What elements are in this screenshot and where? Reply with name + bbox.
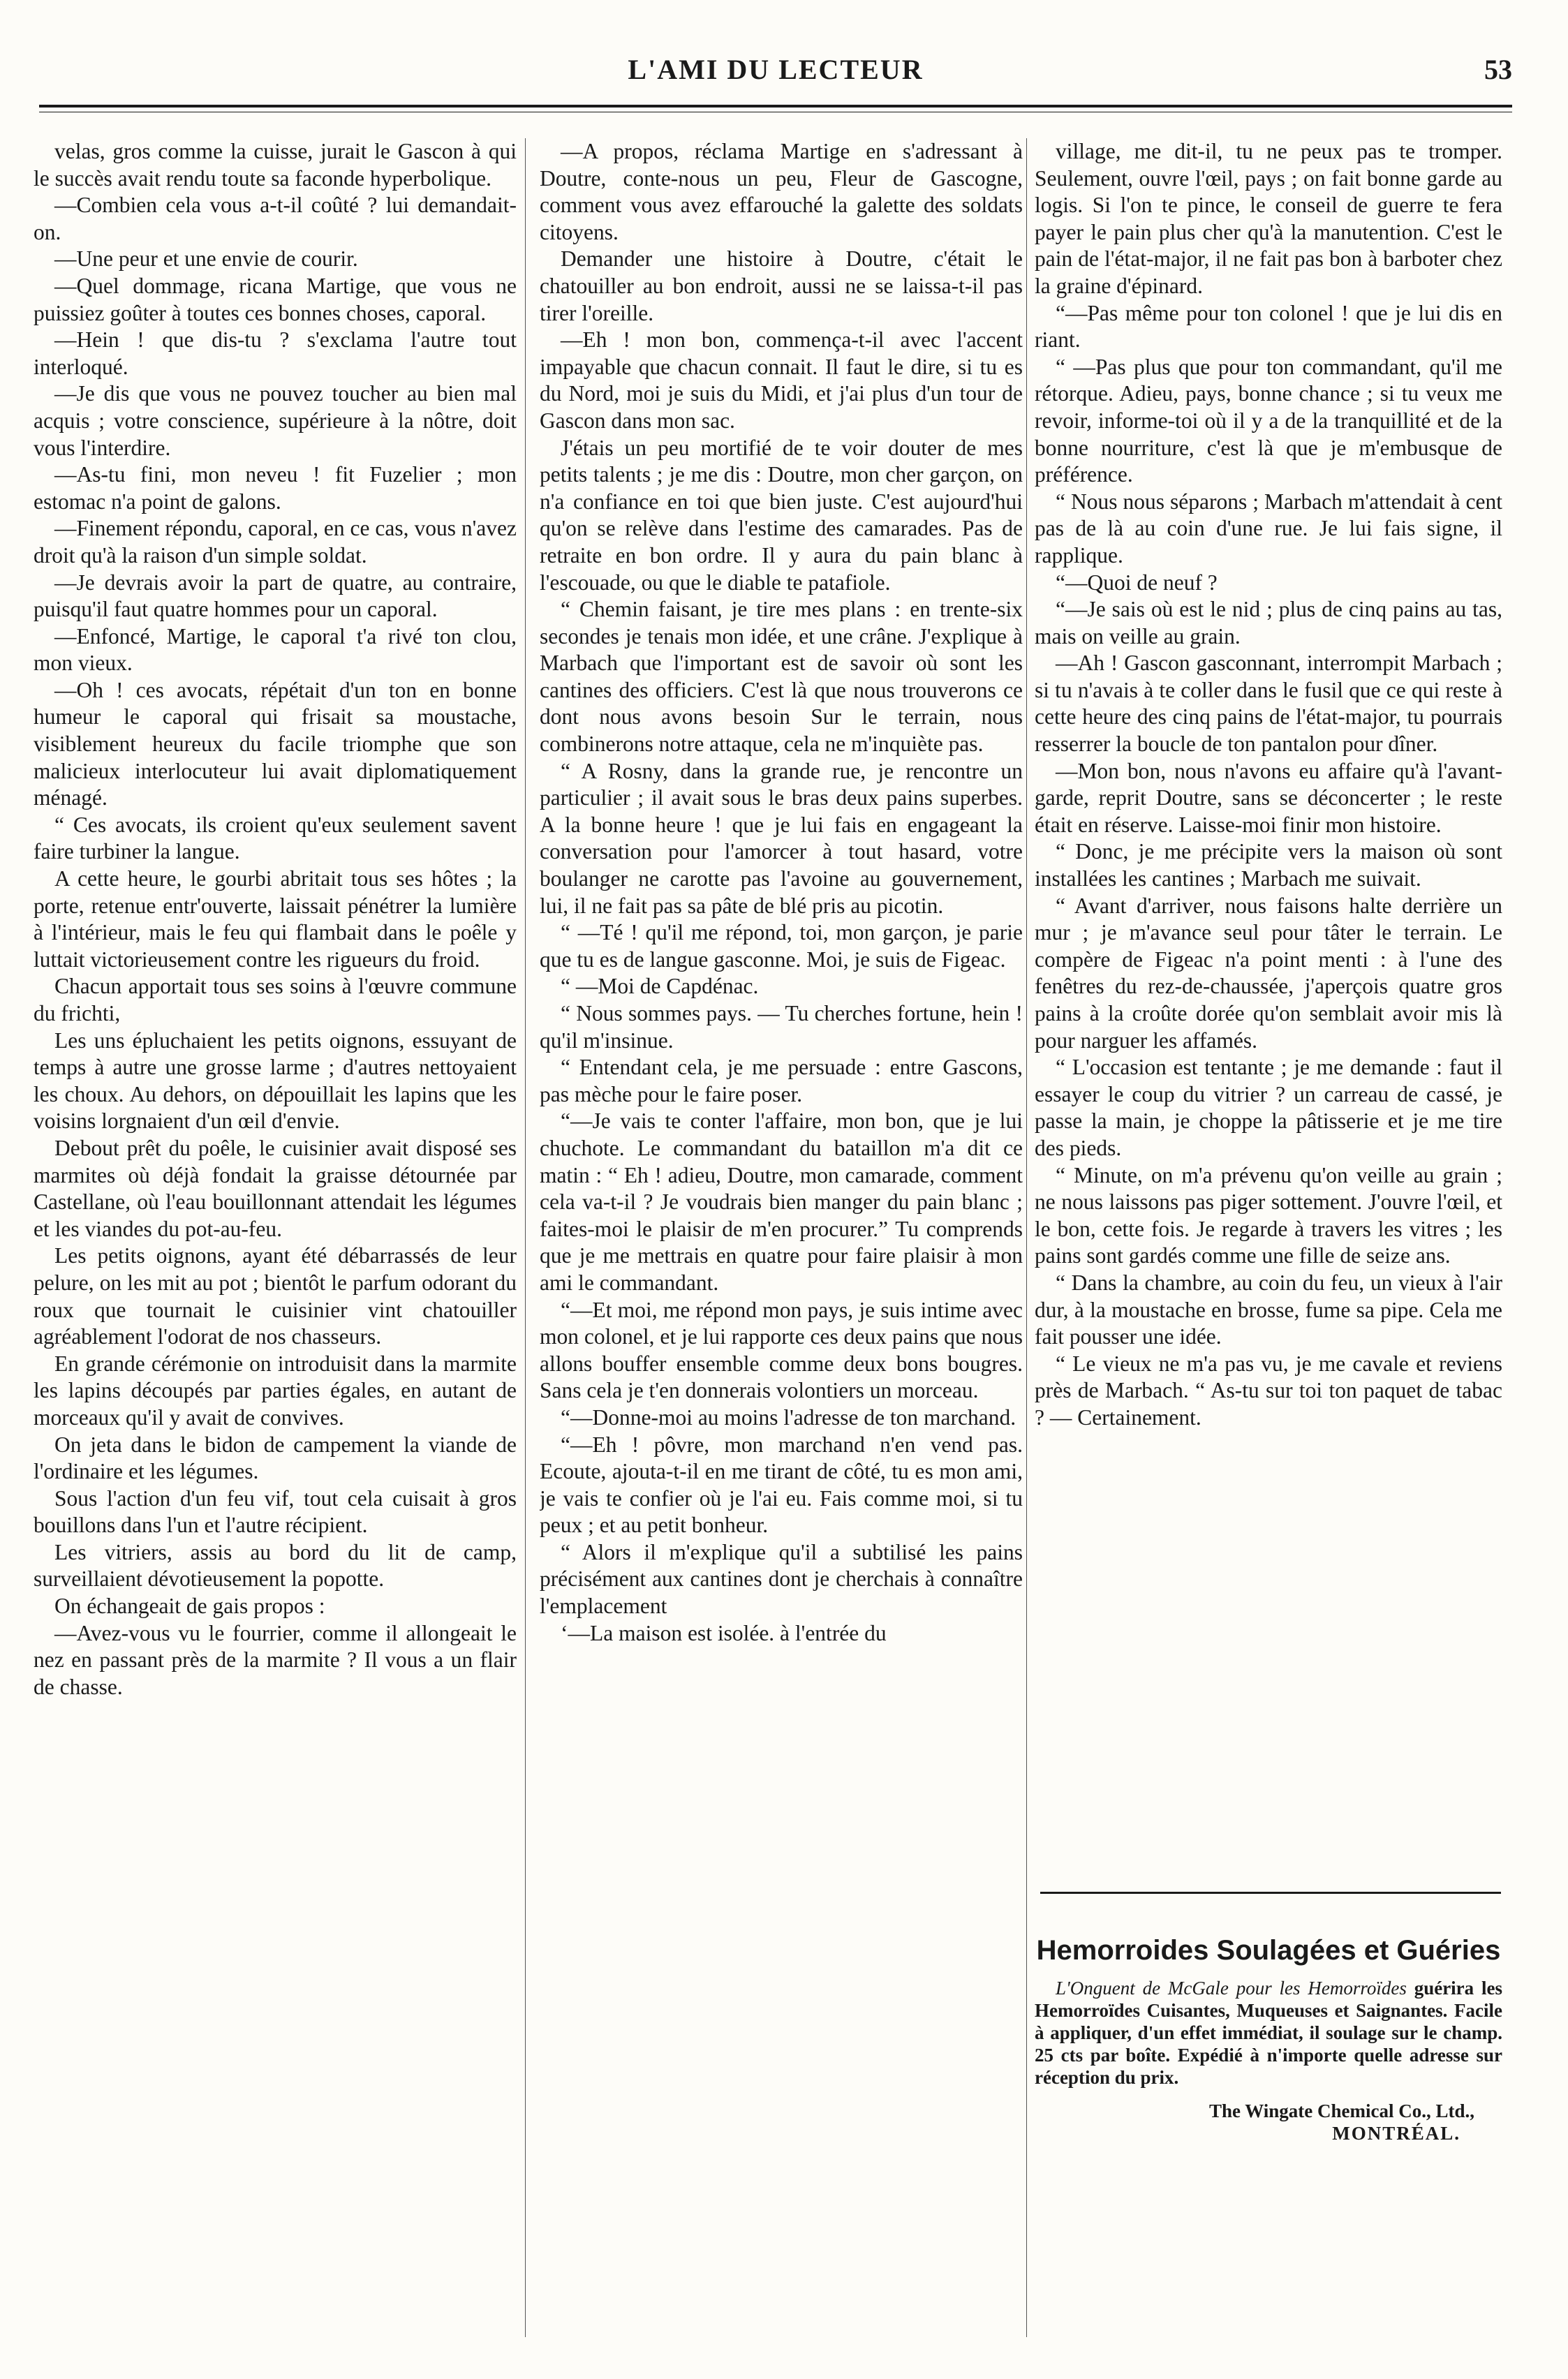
paragraph: On échangeait de gais propos :: [54, 1594, 325, 1619]
advertisement-city: MONTRÉAL.: [1332, 2123, 1460, 2144]
paragraph: “—Quoi de neuf ?: [1056, 570, 1218, 595]
paragraph: Demander une histoire à Doutre, c'était le chatouiller au bon endroit, aussi ne se laissa-t-il pas tirer l'oreille.: [540, 246, 1023, 325]
paragraph: “ L'occasion est tentante ; je me demande : faut il essayer le coup du vitrier ? un carreau de cassé, je passe la main, je choppe la pâtisserie et je me tire des pieds.: [1035, 1055, 1502, 1160]
paragraph: “—Eh ! pôvre, mon marchand n'en vend pas. Ecoute, ajouta-t-il en me tirant de côté, tu es mon ami, je vais te confier où je l'ai eu. Fais comme moi, si tu peux ; et au petit bonheur.: [540, 1432, 1023, 1538]
page-header: [39, 53, 1512, 95]
paragraph: “ Chemin faisant, je tire mes plans : en trente-six secondes je tenais mon idée, et une crâne. J'explique à Marbach que l'important est de savoir où sont les cantines des officiers. C'est là que nous trouverons ce dont nous avons besoin Sur le terrain, nous combinerons notre attaque, cela ne m'inquiète pas.: [540, 597, 1023, 757]
paragraph: —Oh ! ces avocats, répétait d'un ton en bonne humeur le caporal qui frisait sa moustache, visiblement heureux du facile triomphe que son malicieux interlocuteur lui avait diplomatiquement ménagé.: [34, 677, 517, 810]
paragraph: —Ah ! Gascon gasconnant, interrompit Marbach ; si tu n'avais à te coller dans le fusil que ce qui reste à cette heure des cinq pains de l'état-major, tu pourrais resserrer la boucle de ton pantalon pour dîner.: [1035, 651, 1502, 757]
paragraph: “ —Té ! qu'il me répond, toi, mon garçon, je parie que tu es de langue gasconne. Moi, je suis de Figeac.: [540, 920, 1023, 972]
paragraph: —Eh ! mon bon, commença-t-il avec l'accent impayable que chacun connait. Il faut le dire, si tu es du Nord, moi je suis du Midi, et j'ai plus d'un tour de Gascon dans mon sac.: [540, 327, 1023, 433]
paragraph: —Je dis que vous ne pouvez toucher au bien mal acquis ; votre conscience, supérieure à la nôtre, doit vous l'interdire.: [34, 381, 517, 460]
paragraph: ‘—La maison est isolée. à l'entrée du: [561, 1620, 887, 1645]
paragraph: “ Alors il m'explique qu'il a subtilisé les pains précisément aux cantines dont je cherchais à connaître l'emplacement: [540, 1539, 1023, 1619]
advertisement-text: guérira les Hemorroïdes Cuisantes, Muqueuses et Saignantes. Facile à appliquer, d'un effet immédiat, il soulage sur le champ. 25 cts par boîte. Expédié à n'importe quelle adresse sur réception du prix.: [1035, 1978, 1502, 2088]
paragraph: “—Et moi, me répond mon pays, je suis intime avec mon colonel, et je lui rapporte ces deux pains que nous allons bouffer ensemble comme deux bons bougres. Sans cela je t'en donnerais volontiers un morceau.: [540, 1297, 1023, 1403]
header-rule-thick: [39, 105, 1512, 108]
paragraph: —Enfoncé, Martige, le caporal t'a rivé ton clou, mon vieux.: [34, 623, 517, 676]
paragraph: village, me dit-il, tu ne peux pas te tromper. Seulement, ouvre l'œil, pays ; on fait bonne garde au logis. Si l'on te pince, le conseil de guerre te fera payer le pain plus cher qu'à la manutention. C'est le pain de l'état-major, il ne fait pas bon à barboter chez la graine d'épinard.: [1035, 139, 1502, 298]
paragraph: “ —Pas plus que pour ton commandant, qu'il me rétorque. Adieu, pays, bonne chance ; si tu veux me revoir, informe-toi où il y a de la tranquillité et de la bonne nourriture, c'est là que je m'embusque de préférence.: [1035, 354, 1502, 487]
text-column-1: [34, 138, 517, 2337]
paragraph: —Je devrais avoir la part de quatre, au contraire, puisqu'il faut quatre hommes pour un caporal.: [34, 570, 517, 622]
paragraph: velas, gros comme la cuisse, jurait le Gascon à qui le succès avait rendu toute sa faconde hyperbolique.: [34, 139, 517, 191]
paragraph: “—Je vais te conter l'affaire, mon bon, que je lui chuchote. Le commandant du bataillon m'a dit ce matin : “ Eh ! adieu, Doutre, mon camarade, comment cela va-t-il ? Je voudrais bien manger du pain blanc ; faites-moi le plaisir de m'en procurer.” Tu comprends que je me mettrais en quatre pour faire plaisir à mon ami le commandant.: [540, 1109, 1023, 1295]
paragraph: “—Pas même pour ton colonel ! que je lui dis en riant.: [1035, 300, 1502, 353]
paragraph: —As-tu fini, mon neveu ! fit Fuzelier ; mon estomac n'a point de galons.: [34, 462, 517, 514]
paragraph: —Quel dommage, ricana Martige, que vous ne puissiez goûter à toutes ces bonnes choses, caporal.: [34, 273, 517, 325]
text-column-2: [540, 138, 1023, 2337]
paragraph: —Combien cela vous a-t-il coûté ? lui demandait-on.: [34, 193, 517, 244]
paragraph: “ Avant d'arriver, nous faisons halte derrière un mur ; je m'avance seul pour tâter le terrain. Le compère de Figeac n'a point menti : à l'une des fenêtres du rez-de-chaussée, j'aperçois quatre gros pains à la croûte dorée qu'on semblait avoir mis là pour narguer les affamés.: [1035, 893, 1502, 1053]
column-divider: [1026, 138, 1027, 2337]
paragraph: “ A Rosny, dans la grande rue, je rencontre un particulier ; il avait sous le bras deux pains superbes. A la bonne heure ! que je lui fais en engageant la conversation pour l'amorcer à tout hasard, votre boulanger ne carotte pas l'avoine au gouvernement, lui, il ne fait pas sa pâte de blé pris au picotin.: [540, 758, 1023, 918]
paragraph: A cette heure, le gourbi abritait tous ses hôtes ; la porte, retenue entr'ouverte, laissait pénétrer la lumière à l'intérieur, mais le feu qui flambait dans le poêle y luttait victorieusement contre les rigueurs du froid.: [34, 866, 517, 972]
page-number: 53: [1484, 54, 1512, 85]
advertisement-title: Hemorroides Soulagées et Guéries: [1036, 1935, 1501, 1966]
paragraph: “—Donne-moi au moins l'adresse de ton marchand.: [561, 1405, 1016, 1430]
paragraph: “ Nous sommes pays. — Tu cherches fortune, hein ! qu'il m'insinue.: [540, 1001, 1023, 1053]
paragraph: “—Je sais où est le nid ; plus de cinq pains au tas, mais on veille au grain.: [1035, 597, 1502, 649]
paragraph: On jeta dans le bidon de campement la viande de l'ordinaire et les légumes.: [34, 1432, 517, 1484]
paragraph: “ Le vieux ne m'a pas vu, je me cavale et reviens près de Marbach. “ As-tu sur toi ton paquet de tabac ? — Certainement.: [1035, 1351, 1502, 1430]
paragraph: —Une peur et une envie de courir.: [54, 246, 358, 272]
advertisement-body: [1035, 1977, 1502, 2089]
paragraph: “ Dans la chambre, au coin du feu, un vieux à l'air dur, à la moustache en brosse, fume sa pipe. Cela me fait pousser une idée.: [1035, 1270, 1502, 1349]
paragraph: Debout prêt du poêle, le cuisinier avait disposé ses marmites où déjà fondait la graisse détournée par Castellane, où l'eau bouillonnant attendait les légumes et les viandes du pot-au-feu.: [34, 1135, 517, 1241]
column-divider: [525, 138, 526, 2337]
paragraph: Les vitriers, assis au bord du lit de camp, surveillaient dévotieusement la popotte.: [34, 1539, 517, 1592]
advertisement-company: The Wingate Chemical Co., Ltd.,: [1208, 2100, 1474, 2121]
advertisement-lead: L'Onguent de McGale pour les Hemorroïdes: [1056, 1978, 1407, 1999]
paragraph: “ Nous nous séparons ; Marbach m'attendait à cent pas de là au coin d'une rue. Je lui fais signe, il rapplique.: [1035, 489, 1502, 568]
paragraph: —Hein ! que dis-tu ? s'exclama l'autre tout interloqué.: [34, 327, 517, 379]
paragraph: —A propos, réclama Martige en s'adressant à Doutre, conte-nous un peu, Fleur de Gascogne, comment vous avez effarouché la galette des soldats citoyens.: [540, 139, 1023, 244]
advertisement-rule: [1040, 1892, 1501, 1894]
paragraph: Les uns épluchaient les petits oignons, essuyant de temps à autre une grosse larme ; d'autres nettoyaient les choux. Au dehors, on dépouillait les lapins que les voisins lorgnaient d'un œil d'envie.: [34, 1028, 517, 1134]
paragraph: “ Ces avocats, ils croient qu'eux seulement savent faire turbiner la langue.: [34, 812, 517, 864]
advertisement: [1035, 1934, 1502, 2144]
paragraph: —Mon bon, nous n'avons eu affaire qu'à l'avant-garde, reprit Doutre, sans se déconcerter ; le reste était en réserve. Laisse-moi finir mon histoire.: [1035, 758, 1502, 837]
paragraph: J'étais un peu mortifié de te voir douter de mes petits talents ; je me dis : Doutre, mon cher garçon, on n'a confiance en toi que bien juste. C'est aujourd'hui qu'on se relève dans l'estime des camarades. Pas de retraite en bon ordre. Il y aura du pain blanc à l'escouade, ou que le diable te patafiole.: [540, 435, 1023, 595]
paragraph: —Finement répondu, caporal, en ce cas, vous n'avez droit qu'à la raison d'un simple soldat.: [34, 516, 517, 568]
publication-title: L'AMI DU LECTEUR: [628, 54, 924, 85]
paragraph: —Avez-vous vu le fourrier, comme il allongeait le nez en passant près de la marmite ? Il vous a un flair de chasse.: [34, 1620, 517, 1699]
paragraph: “ Minute, on m'a prévenu qu'on veille au grain ; ne nous laissons pas piger sottement. J'ouvre l'œil, et le bon, cette fois. Je regarde à travers les vitres ; les pains sont gardés comme une fille de seize ans.: [1035, 1162, 1502, 1268]
paragraph: “ —Moi de Capdénac.: [561, 974, 759, 999]
paragraph: Sous l'action d'un feu vif, tout cela cuisait à gros bouillons dans l'un et l'autre récipient.: [34, 1485, 517, 1538]
paragraph: “ Entendant cela, je me persuade : entre Gascons, pas mèche pour le faire poser.: [540, 1055, 1023, 1106]
paragraph: En grande cérémonie on introduisit dans la marmite les lapins découpés par parties égales, en autant de morceaux qu'il y avait de convives.: [34, 1351, 517, 1430]
paragraph: Les petits oignons, ayant été débarrassés de leur pelure, on les mit au pot ; bientôt le parfum odorant du roux que tournait le cuisinier vint chatouiller agréablement l'odorat de nos chasseurs.: [34, 1243, 517, 1349]
paragraph: “ Donc, je me précipite vers la maison où sont installées les cantines ; Marbach me suivait.: [1035, 839, 1502, 891]
paragraph: Chacun apportait tous ses soins à l'œuvre commune du frichti,: [34, 974, 517, 1025]
